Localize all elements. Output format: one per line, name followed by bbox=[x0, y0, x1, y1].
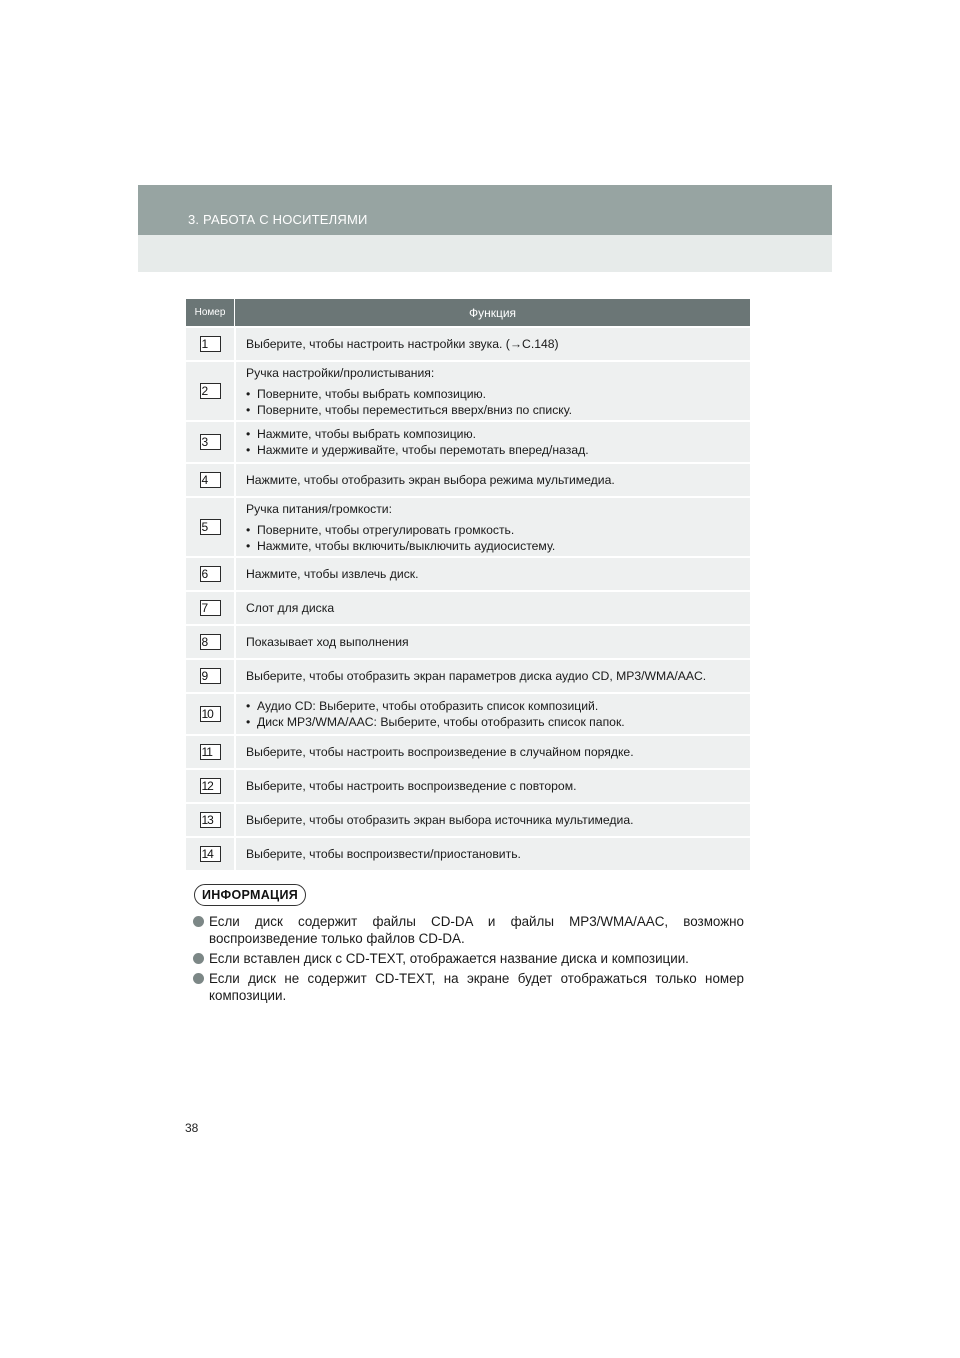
function-text: Выберите, чтобы отобразить экран параметров диска аудио CD, MP3/WMA/AAC. bbox=[246, 669, 707, 683]
section-title: 3. РАБОТА С НОСИТЕЛЯМИ bbox=[188, 212, 368, 227]
function-bullet: • Аудио CD: Выберите, чтобы отобразить список композиций. bbox=[246, 698, 740, 714]
function-text: Выберите, чтобы отобразить экран выбора источника мультимедиа. bbox=[246, 813, 634, 827]
info-badge: ИНФОРМАЦИЯ bbox=[194, 884, 306, 906]
table-row bbox=[186, 360, 750, 420]
function-bullet: • Нажмите, чтобы выбрать композицию. bbox=[246, 426, 740, 442]
row-number-cell bbox=[186, 558, 236, 590]
row-number-cell bbox=[186, 770, 236, 802]
table-row bbox=[186, 556, 750, 590]
row-function-cell bbox=[236, 464, 750, 496]
info-text: Если диск содержит файлы CD-DA и файлы MP3/WMA/AAC, возможно воспроизведение только файлов CD-DA. bbox=[209, 914, 744, 946]
row-number-cell bbox=[186, 694, 236, 734]
table-row bbox=[186, 692, 750, 734]
table-row bbox=[186, 658, 750, 692]
table-row bbox=[186, 624, 750, 658]
row-function-cell bbox=[236, 804, 750, 836]
item-number-box: 9 bbox=[200, 668, 221, 684]
row-number-cell bbox=[186, 498, 236, 556]
column-number-header: Номер bbox=[186, 299, 235, 326]
row-number-cell bbox=[186, 328, 236, 360]
function-text: Выберите, чтобы настроить настройки звука. (→С.148) bbox=[246, 337, 559, 351]
info-text: Если диск не содержит CD-TEXT, на экране будет отображаться только номер композиции. bbox=[209, 971, 744, 1003]
item-number-box: 3 bbox=[200, 434, 221, 450]
column-function-header: Функция bbox=[468, 305, 517, 320]
item-number-box: 6 bbox=[200, 566, 221, 582]
row-function-cell bbox=[236, 770, 750, 802]
table-row bbox=[186, 734, 750, 768]
item-number-box: 1 bbox=[200, 336, 221, 352]
bullet-dot-icon bbox=[193, 916, 204, 927]
row-number-cell bbox=[186, 422, 236, 462]
function-bullet: • Нажмите и удерживайте, чтобы перемотать вперед/назад. bbox=[246, 442, 740, 458]
table-row bbox=[186, 768, 750, 802]
row-function-cell bbox=[236, 328, 750, 360]
row-function-cell bbox=[236, 498, 750, 556]
table-row bbox=[186, 590, 750, 624]
page-number: 38 bbox=[185, 1121, 199, 1135]
table-row bbox=[186, 326, 750, 360]
functions-table bbox=[186, 299, 750, 870]
item-number-box: 2 bbox=[200, 383, 221, 399]
bullet-dot-icon bbox=[193, 953, 204, 964]
row-number-cell bbox=[186, 736, 236, 768]
table-row bbox=[186, 420, 750, 462]
item-number-box: 10 bbox=[200, 706, 221, 722]
table-row bbox=[186, 802, 750, 836]
row-function-cell bbox=[236, 592, 750, 624]
row-number-cell bbox=[186, 660, 236, 692]
info-list bbox=[193, 913, 744, 1007]
item-number-box: 14 bbox=[200, 846, 221, 862]
function-bullet: • Нажмите, чтобы включить/выключить аудиосистему. bbox=[246, 538, 740, 554]
info-item bbox=[193, 950, 744, 967]
row-function-cell bbox=[236, 422, 750, 462]
info-text: Если вставлен диск с CD-TEXT, отображается название диска и композиции. bbox=[209, 951, 689, 966]
table-row bbox=[186, 836, 750, 870]
item-number-box: 11 bbox=[200, 744, 221, 760]
function-bullet: • Поверните, чтобы переместиться вверх/вниз по списку. bbox=[246, 402, 740, 418]
function-text: Нажмите, чтобы извлечь диск. bbox=[246, 567, 419, 581]
function-text: Выберите, чтобы настроить воспроизведение с повтором. bbox=[246, 779, 577, 793]
section-header-band bbox=[138, 235, 832, 272]
item-number-box: 4 bbox=[200, 472, 221, 488]
function-text: Слот для диска bbox=[246, 601, 335, 615]
row-function-cell bbox=[236, 694, 750, 734]
function-heading: Ручка питания/громкости: bbox=[246, 501, 392, 516]
info-item bbox=[193, 970, 744, 1004]
table-header bbox=[186, 299, 750, 326]
row-number-cell bbox=[186, 592, 236, 624]
row-number-cell bbox=[186, 838, 236, 870]
function-text: Нажмите, чтобы отобразить экран выбора режима мультимедиа. bbox=[246, 473, 615, 487]
table-row bbox=[186, 496, 750, 556]
item-number-box: 13 bbox=[200, 812, 221, 828]
item-number-box: 5 bbox=[200, 519, 221, 535]
row-function-cell bbox=[236, 626, 750, 658]
table-body bbox=[186, 326, 750, 870]
row-number-cell bbox=[186, 626, 236, 658]
row-function-cell bbox=[236, 660, 750, 692]
item-number-box: 12 bbox=[200, 778, 221, 794]
function-bullet: • Диск MP3/WMA/AAC: Выберите, чтобы отобразить список папок. bbox=[246, 714, 740, 730]
function-bullet: • Поверните, чтобы выбрать композицию. bbox=[246, 386, 740, 402]
row-function-cell bbox=[236, 838, 750, 870]
function-bullet: • Поверните, чтобы отрегулировать громкость. bbox=[246, 522, 740, 538]
row-function-cell bbox=[236, 736, 750, 768]
function-text: Выберите, чтобы настроить воспроизведение в случайном порядке. bbox=[246, 745, 634, 759]
row-function-cell bbox=[236, 558, 750, 590]
function-heading: Ручка настройки/пролистывания: bbox=[246, 365, 435, 380]
item-number-box: 7 bbox=[200, 600, 221, 616]
table-row bbox=[186, 462, 750, 496]
function-text: Показывает ход выполнения bbox=[246, 635, 409, 649]
row-number-cell bbox=[186, 804, 236, 836]
row-function-cell bbox=[236, 362, 750, 420]
item-number-box: 8 bbox=[200, 634, 221, 650]
function-text: Выберите, чтобы воспроизвести/приостановить. bbox=[246, 847, 521, 861]
bullet-dot-icon bbox=[193, 973, 204, 984]
row-number-cell bbox=[186, 464, 236, 496]
row-number-cell bbox=[186, 362, 236, 420]
section-header bbox=[138, 185, 832, 235]
info-item bbox=[193, 913, 744, 947]
